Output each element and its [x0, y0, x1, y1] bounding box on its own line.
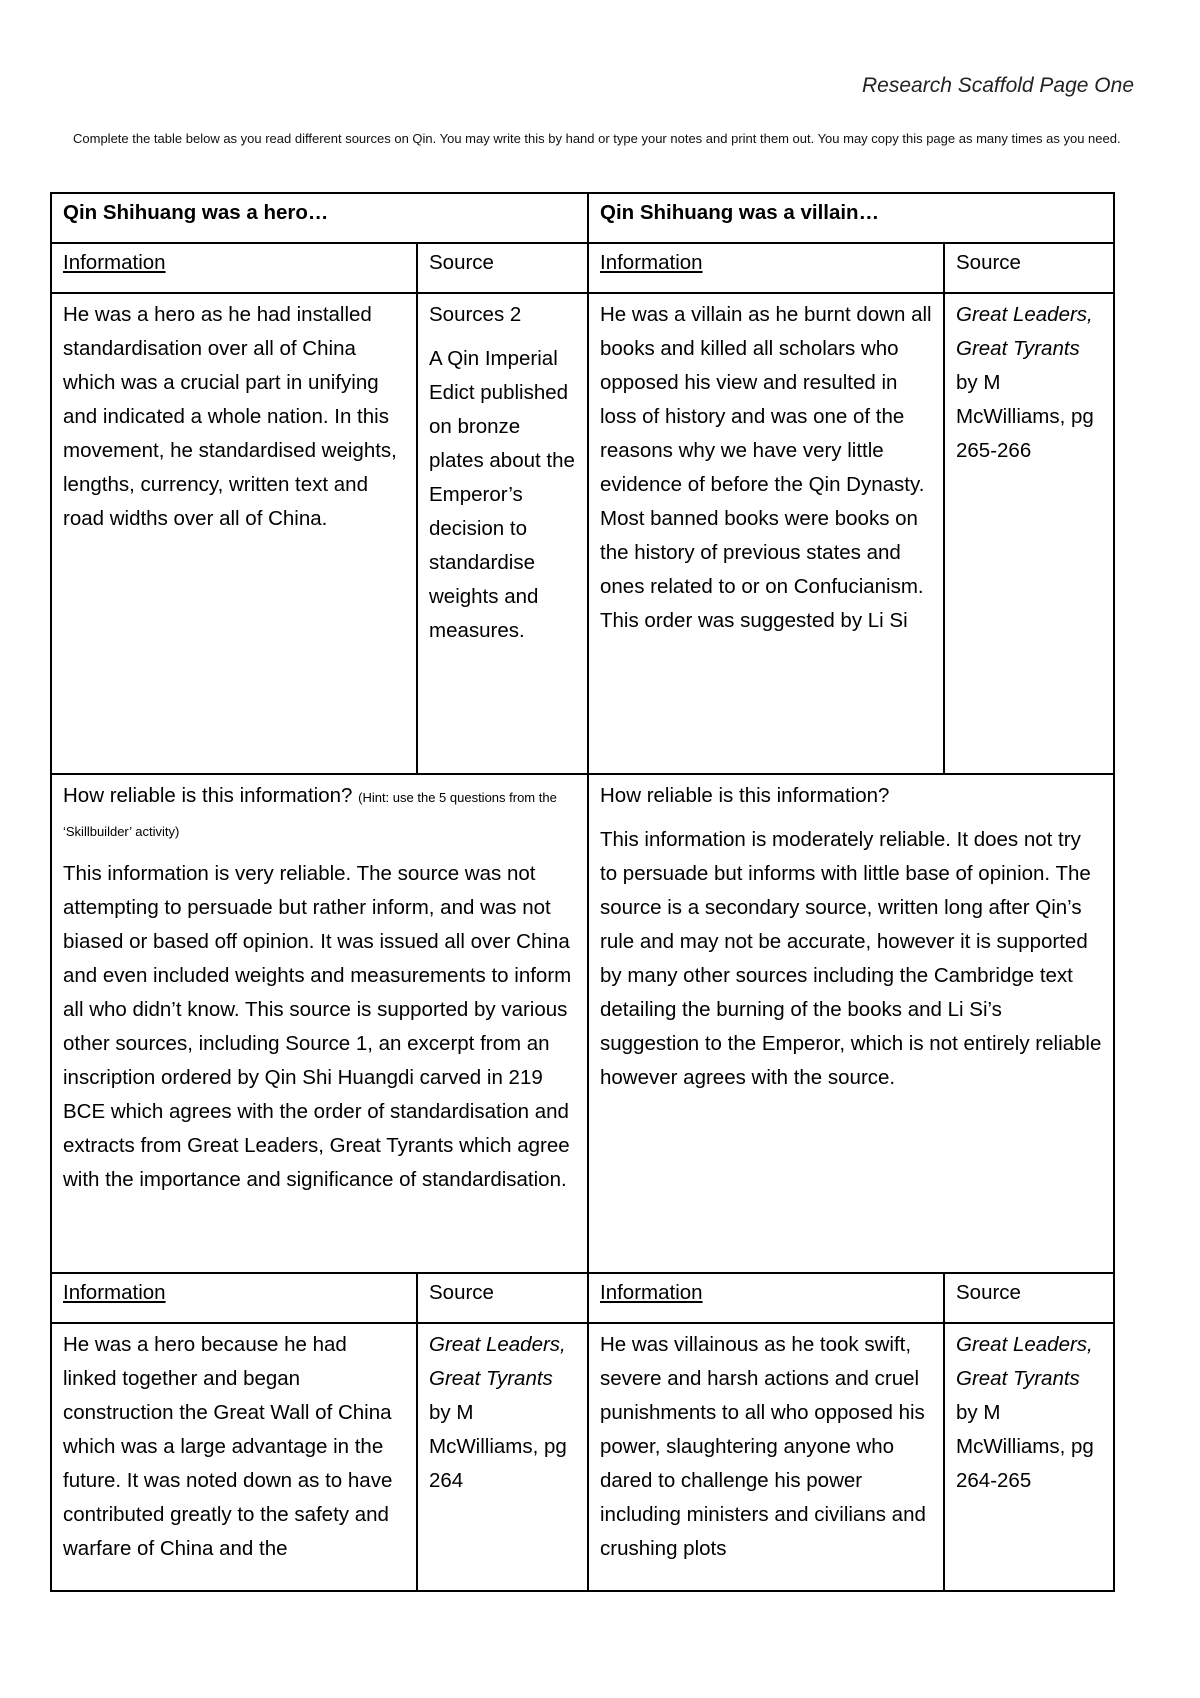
villain-reliability-answer: This information is moderately reliable. It does not try to persuade but informs with little base of opinion. The source is a secondary source, written long after Qin’s rule and may not be accurate, however it is supported by many other sources including the Cambridge text detailing the burning of the books and Li Si’s suggestion to the Emperor, which is not entirely reliable however agrees with the source.	[600, 828, 1102, 1089]
instructions: Complete the table below as you read different sources on Qin. You may write this by hand or type your notes and print them out. You may copy this page as many times as you need.	[73, 131, 1121, 146]
villain-title: Qin Shihuang was a villain…	[588, 193, 1114, 243]
column-header-row	[51, 243, 1114, 293]
title-row	[51, 193, 1114, 243]
hero-source-desc-1: A Qin Imperial Edict published on bronze plates about the Emperor’s decision to standardise weights and measures.	[429, 347, 575, 642]
hero-information-header: Information	[63, 251, 166, 274]
villain-source-rest-2: by M McWilliams, pg 264-265	[956, 1401, 1094, 1492]
column-header-row-2	[51, 1273, 1114, 1323]
villain-source-title-2: Great Leaders, Great Tyrants	[956, 1333, 1093, 1390]
hero-reliability-answer: This information is very reliable. The source was not attempting to persuade but rather inform, and was not biased or based off opinion. It was issued all over China and even included weights and measurements to inform all who didn’t know. This source is supported by various other sources, including Source 1, an excerpt from an inscription ordered by Qin Shi Huangdi carved in 219 BCE which agrees with the order of standardisation and extracts from Great Leaders, Great Tyrants which agree with the importance and significance of standardisation.	[63, 862, 572, 1191]
villain-information-header: Information	[600, 251, 703, 274]
hero-title: Qin Shihuang was a hero…	[51, 193, 588, 243]
hero-source-header-2: Source	[417, 1273, 588, 1323]
villain-reliability-question: How reliable is this information?	[600, 784, 890, 807]
hero-info-cell-2: He was a hero because he had linked together and began construction the Great Wall of China which was a large advantage in the future. It was noted down as to have contributed greatly to the safety and warfare of China and the	[51, 1323, 417, 1591]
hero-source-title-2: Great Leaders, Great Tyrants	[429, 1333, 566, 1390]
villain-information-header-2: Information	[600, 1281, 703, 1304]
reliability-row	[51, 774, 1114, 1273]
hero-source-cell-2	[417, 1323, 588, 1591]
hero-reliability-question: How reliable is this information?	[63, 784, 353, 807]
entry-row-2	[51, 1323, 1114, 1591]
villain-source-header-2: Source	[944, 1273, 1114, 1323]
hero-source-cell-1	[417, 293, 588, 774]
villain-source-header: Source	[944, 243, 1114, 293]
page-header: Research Scaffold Page One	[862, 74, 1134, 97]
hero-source-ref-1: Sources 2	[429, 303, 522, 326]
villain-source-cell-1	[944, 293, 1114, 774]
hero-reliability-cell	[51, 774, 588, 1273]
villain-source-cell-2	[944, 1323, 1114, 1591]
hero-reliability-hint: (Hint: use the 5 questions from the ‘Skillbuilder’ activity)	[63, 790, 557, 839]
villain-info-cell-1: He was a villain as he burnt down all books and killed all scholars who opposed his view and resulted in loss of history and was one of the reasons why we have very little evidence of before the Qin Dynasty. Most banned books were books on the history of previous states and ones related to or on Confucianism. This order was suggested by Li Si	[588, 293, 944, 774]
villain-source-rest-1: by M McWilliams, pg 265-266	[956, 371, 1094, 462]
research-table	[50, 192, 1115, 1592]
entry-row-1	[51, 293, 1114, 774]
hero-source-header: Source	[417, 243, 588, 293]
villain-source-title-1: Great Leaders, Great Tyrants	[956, 303, 1093, 360]
hero-source-rest-2: by M McWilliams, pg 264	[429, 1401, 567, 1492]
hero-info-cell-1: He was a hero as he had installed standardisation over all of China which was a crucial part in unifying and indicated a whole nation. In this movement, he standardised weights, lengths, currency, written text and road widths over all of China.	[51, 293, 417, 774]
villain-reliability-cell	[588, 774, 1114, 1273]
hero-information-header-2: Information	[63, 1281, 166, 1304]
villain-info-cell-2: He was villainous as he took swift, severe and harsh actions and cruel punishments to all who opposed his power, slaughtering anyone who dared to challenge his power including ministers and civilians and crushing plots	[588, 1323, 944, 1591]
